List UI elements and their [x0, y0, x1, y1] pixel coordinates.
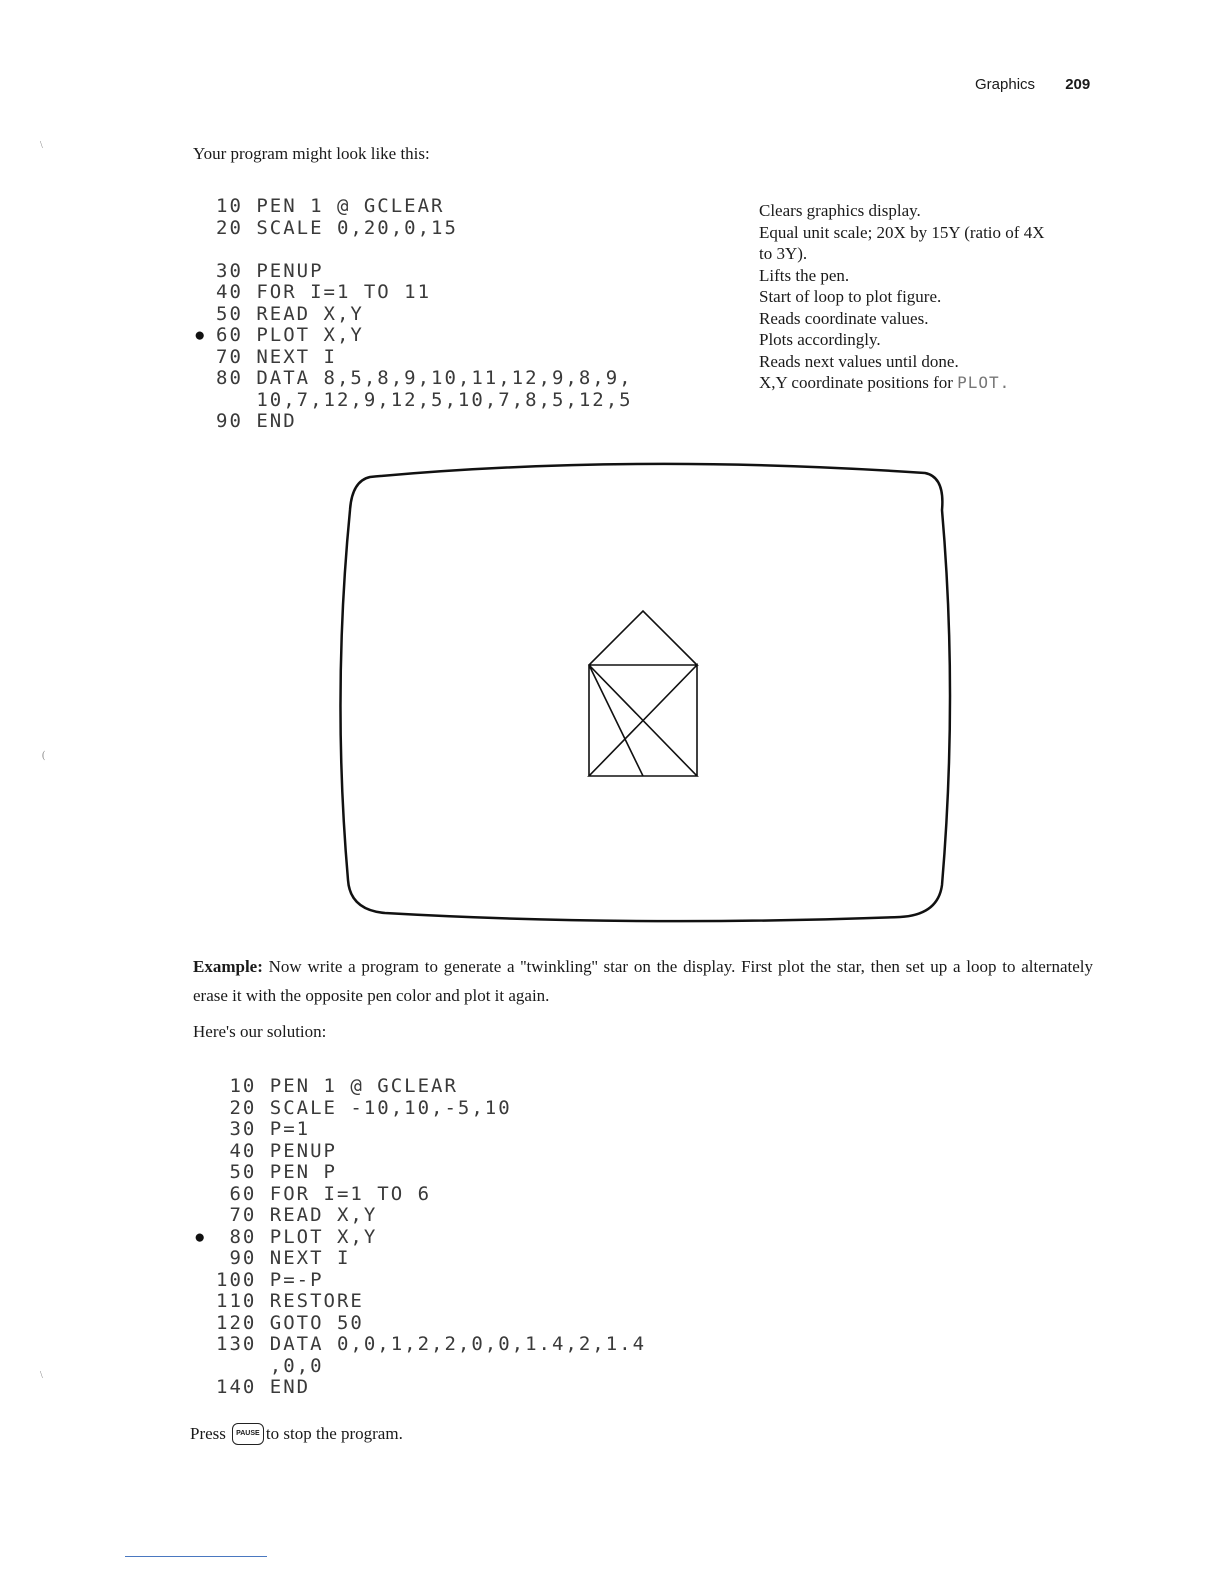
code-line	[216, 1162, 646, 1184]
comment-text: Reads coordinate values.	[759, 308, 929, 328]
comment-text: Plots accordingly.	[759, 330, 881, 349]
code-line	[216, 282, 633, 304]
code-text: 90 NEXT I	[216, 1247, 351, 1269]
code-text: 140 END	[216, 1376, 311, 1398]
code-text: 110 RESTORE	[216, 1290, 364, 1312]
scan-mark: \	[40, 1370, 43, 1381]
comment-text: Reads next values until done.	[759, 351, 959, 371]
code-text: 20 SCALE -10,10,-5,10	[216, 1096, 512, 1119]
code-line	[216, 1313, 646, 1335]
comment-line	[759, 286, 1044, 308]
program-listing-2	[194, 1075, 647, 1399]
code-line	[216, 1248, 646, 1270]
comment-line	[759, 351, 1044, 373]
code-text: 100 P=-P	[216, 1268, 324, 1291]
code-line	[194, 1225, 646, 1249]
code-text: 50 PEN P	[216, 1161, 337, 1183]
code-line	[216, 347, 633, 369]
bullet-marker-icon: ●	[194, 325, 206, 346]
code-line	[194, 324, 633, 347]
code-line	[216, 1334, 646, 1356]
code-text: 30 PENUP	[216, 259, 324, 282]
press-text-after: to stop the program.	[265, 1424, 403, 1443]
footer-rule	[125, 1556, 267, 1557]
comment-line	[759, 265, 1044, 287]
code-text: 30 P=1	[216, 1118, 311, 1140]
code-text: 60 FOR I=1 TO 6	[216, 1182, 432, 1205]
code-line	[216, 196, 633, 218]
code-text: 70 NEXT I	[216, 345, 337, 368]
code-line	[216, 1377, 646, 1399]
pause-key-icon: PAUSE	[232, 1423, 264, 1445]
code-line	[216, 1356, 646, 1378]
code-line	[216, 1141, 646, 1163]
code-line	[216, 261, 633, 283]
scan-mark: (	[42, 750, 46, 761]
code-text: 70 READ X,Y	[216, 1204, 378, 1226]
code-line	[216, 1119, 646, 1141]
code-line	[216, 1184, 646, 1206]
press-text-before: Press	[190, 1424, 226, 1443]
code-text: ,0,0	[216, 1354, 324, 1377]
comment-text: X,Y coordinate positions for	[759, 373, 958, 392]
press-instruction	[190, 1423, 403, 1445]
comment-text: Start of loop to plot figure.	[759, 287, 942, 306]
section-title: Graphics	[975, 76, 1036, 93]
example-label: Example:	[193, 957, 263, 976]
code-line	[216, 1205, 646, 1227]
code-line	[216, 1270, 646, 1292]
comment-text: Lifts the pen.	[759, 265, 850, 285]
code-line	[216, 1076, 646, 1098]
code-line	[216, 390, 633, 412]
comment-line	[759, 308, 1044, 330]
comment-line	[759, 329, 1044, 351]
code-line	[216, 1291, 646, 1313]
code-text: 120 GOTO 50	[216, 1311, 364, 1334]
example-paragraph	[193, 952, 1093, 1010]
code-text: 90 END	[216, 410, 297, 432]
program-comments	[759, 200, 1044, 394]
page-number: 209	[1065, 76, 1091, 93]
comment-text: to 3Y).	[759, 244, 808, 263]
plotted-house-figure	[589, 611, 697, 776]
code-text: 10 PEN 1 @ GCLEAR	[216, 1075, 458, 1097]
solution-intro: Here's our solution:	[193, 1022, 327, 1041]
code-text: 80 PLOT X,Y	[216, 1225, 378, 1248]
comment-text: Clears graphics display.	[759, 201, 921, 220]
display-screen-illustration	[330, 455, 960, 935]
comment-code-word: PLOT.	[957, 373, 1011, 392]
bullet-marker-icon: ●	[194, 1226, 206, 1248]
code-text: 40 FOR I=1 TO 11	[216, 281, 432, 303]
intro-text: Your program might look like this:	[193, 144, 430, 163]
screen-frame	[340, 464, 950, 921]
code-line	[216, 368, 633, 390]
code-text: 10,7,12,9,12,5,10,7,8,5,12,5	[216, 388, 633, 411]
code-line	[216, 1098, 646, 1120]
program-listing-1	[194, 195, 633, 433]
code-text: 20 SCALE 0,20,0,15	[216, 216, 458, 239]
comment-line	[759, 200, 1044, 222]
comment-line	[759, 372, 1044, 394]
code-text: 10 PEN 1 @ GCLEAR	[216, 195, 445, 217]
scan-mark: \	[40, 140, 43, 151]
code-text: 130 DATA 0,0,1,2,2,0,0,1.4,2,1.4	[216, 1333, 647, 1355]
comment-line	[759, 222, 1044, 244]
code-line	[216, 411, 633, 433]
code-text: 80 DATA 8,5,8,9,10,11,12,9,8,9,	[216, 367, 633, 389]
comment-line	[759, 243, 1044, 265]
code-line	[216, 239, 633, 261]
code-line	[216, 304, 633, 326]
comment-text: Equal unit scale; 20X by 15Y (ratio of 4X	[759, 222, 1045, 242]
code-text: 50 READ X,Y	[216, 302, 364, 325]
code-text: 60 PLOT X,Y	[216, 324, 364, 346]
code-text: 40 PENUP	[216, 1139, 337, 1162]
code-line	[216, 218, 633, 240]
example-text: Now write a program to generate a ''twinkling'' star on the display. First plot the star, then set up a loop to alternately erase it with the opposite pen color and plot it again.	[193, 957, 1093, 1005]
page-header	[975, 76, 1090, 93]
